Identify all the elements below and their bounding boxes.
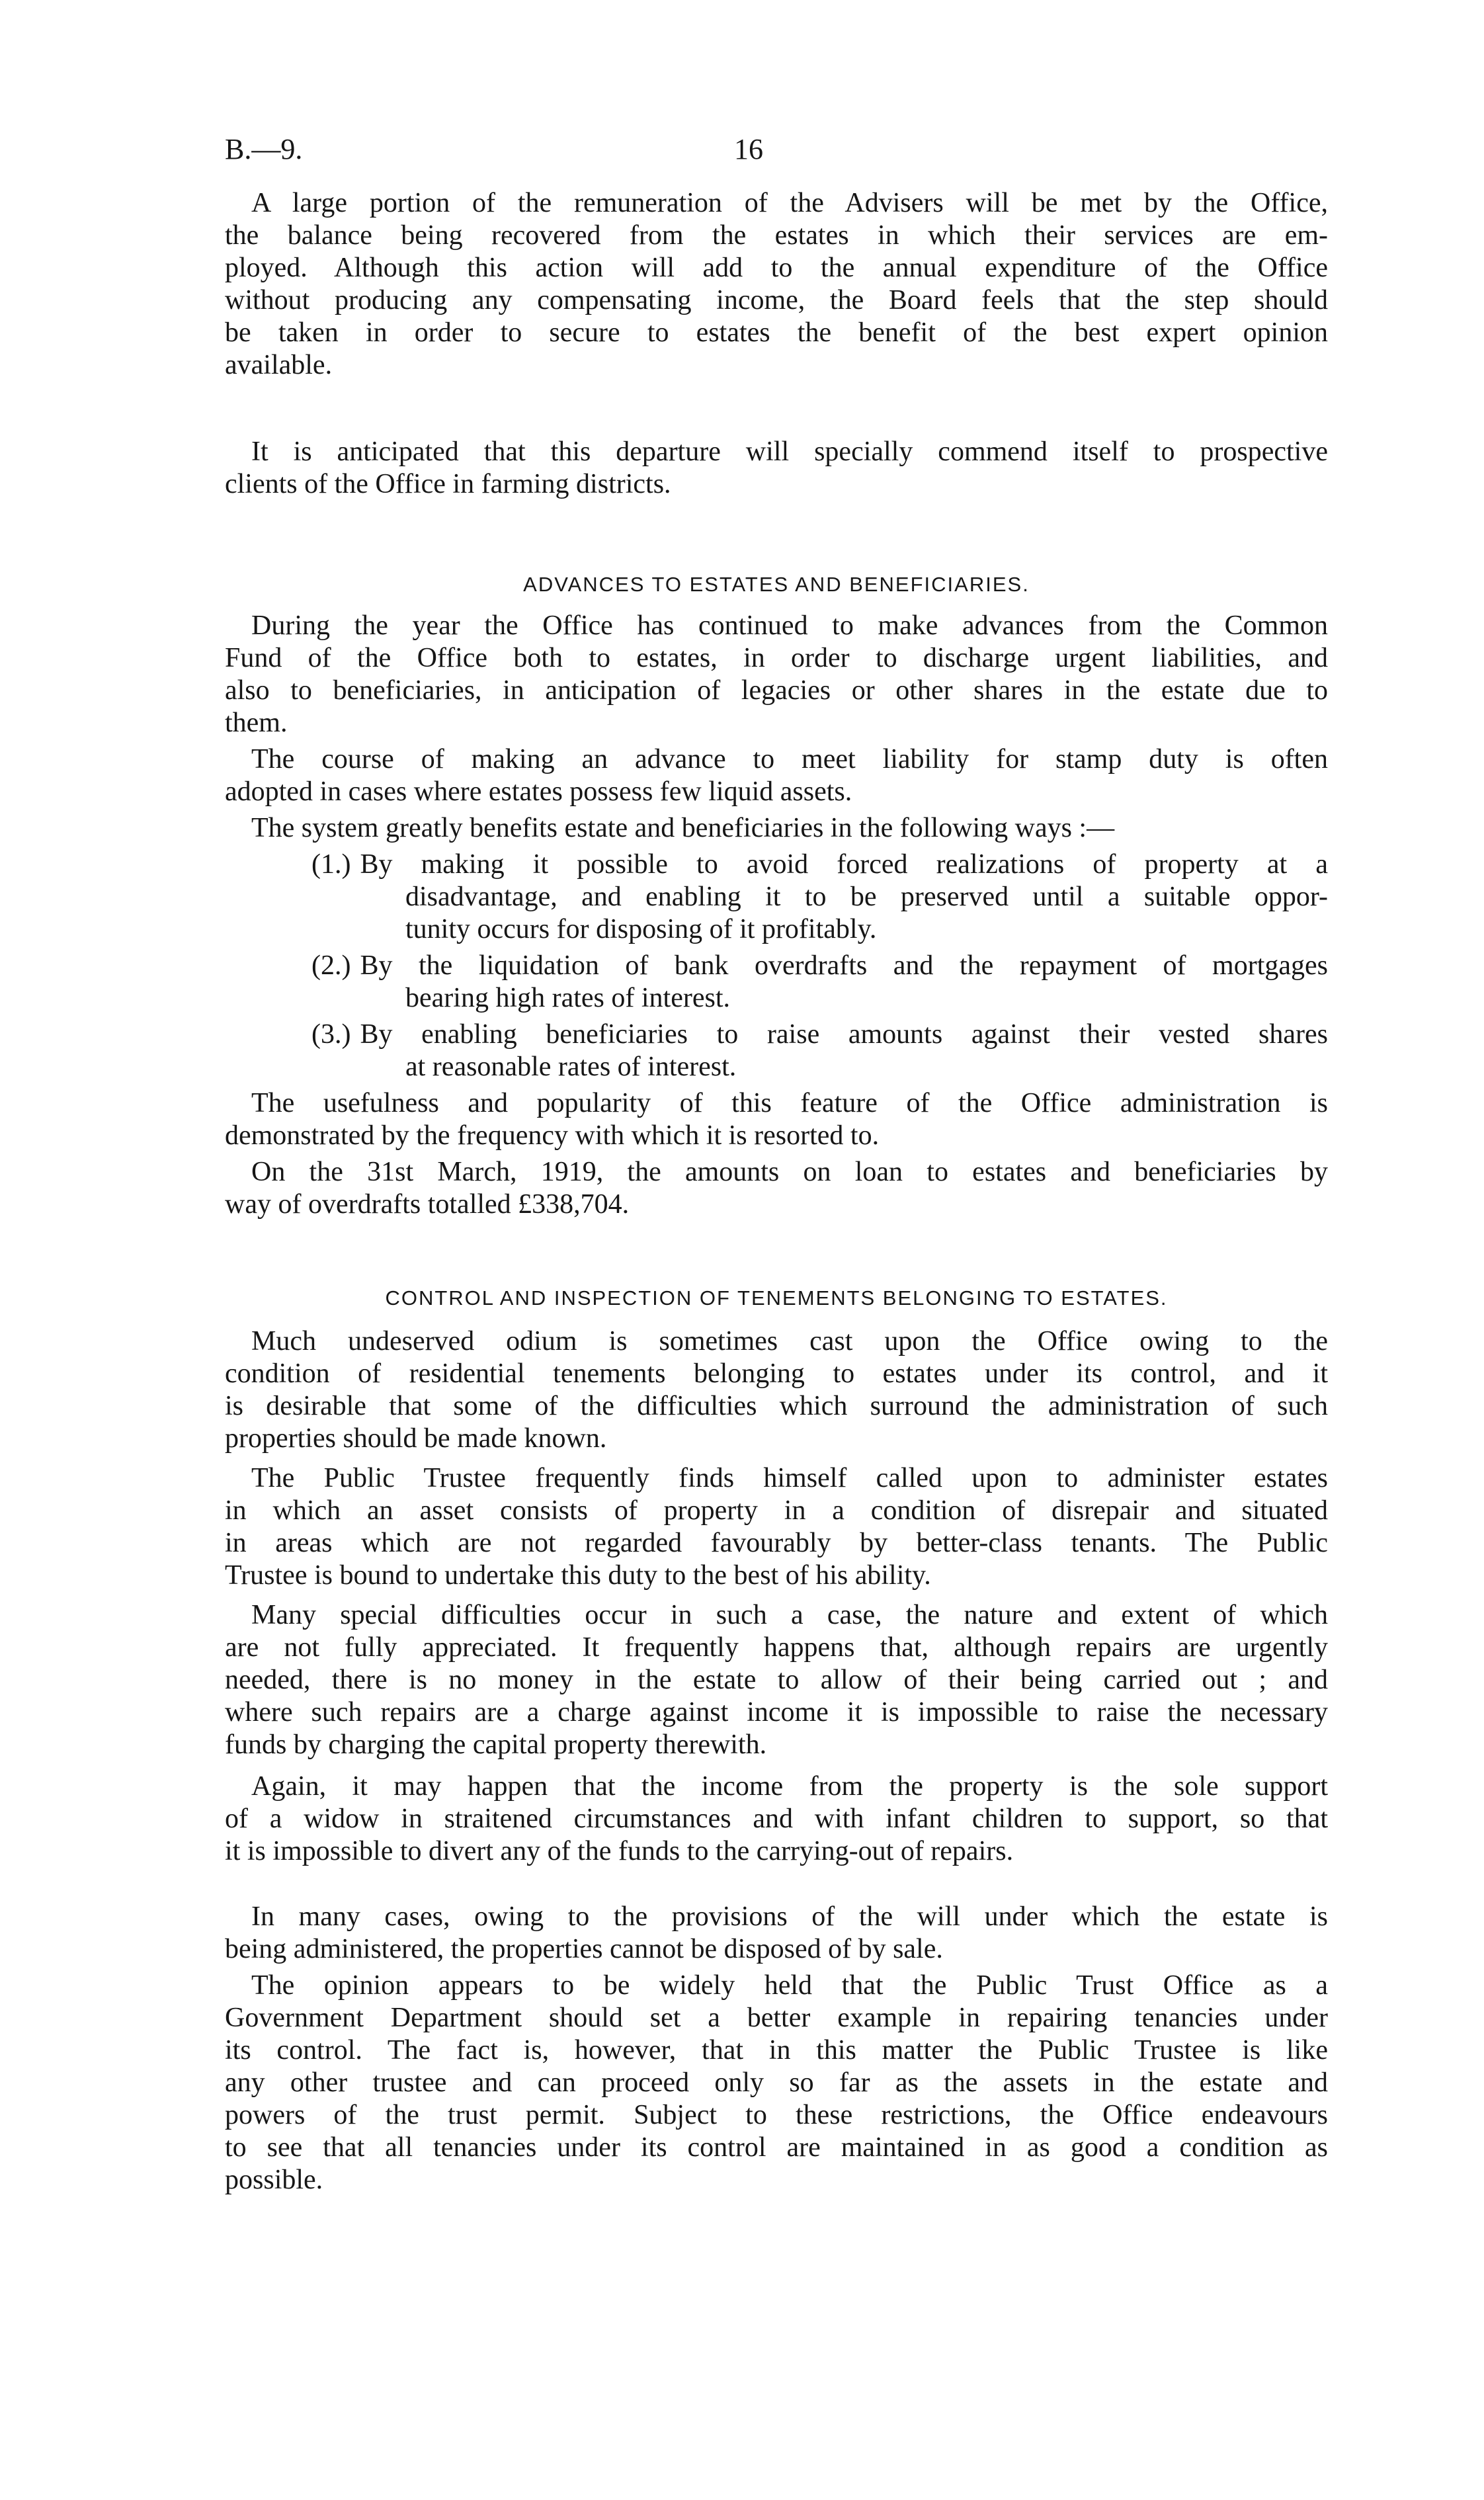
text-line: its control. The fact is, however, that in this matter the Public Trustee is like: [225, 2035, 1328, 2065]
list-number: (3.): [311, 1019, 351, 1050]
text-line: powers of the trust permit. Subject to these restrictions, the Office endeavours: [225, 2100, 1328, 2130]
text-line: In many cases, owing to the provisions of the will under which the estate is: [251, 1901, 1328, 1932]
text-line: adopted in cases where estates possess few liquid assets.: [225, 776, 852, 807]
text-line: [225, 849, 1328, 881]
paragraph: [225, 436, 1328, 501]
paragraph: [225, 1970, 1328, 2196]
paragraph: [225, 1462, 1328, 1592]
text-line: clients of the Office in farming districts.: [225, 469, 671, 499]
text-line: possible.: [225, 2165, 323, 2195]
list-text: By the liquidation of bank overdrafts and the repayment of mortgages: [360, 950, 1328, 981]
text-line: them.: [225, 708, 288, 738]
page-number: 16: [734, 133, 763, 165]
text-line: The usefulness and popularity of this feature of the Office administration is: [251, 1088, 1328, 1118]
paragraph: [225, 1156, 1328, 1221]
text-line: to see that all tenancies under its control are maintained in as good a condition as: [225, 2132, 1328, 2163]
paragraph: [225, 1599, 1328, 1761]
text-line: the balance being recovered from the estates in which their services are em-: [225, 220, 1328, 251]
text-line: On the 31st March, 1919, the amounts on loan to estates and beneficiaries by: [251, 1157, 1328, 1187]
list-number: (2.): [311, 950, 351, 981]
text-line: The Public Trustee frequently finds himself called upon to administer estates: [251, 1463, 1328, 1493]
list-text: By enabling beneficiaries to raise amounts against their vested shares: [360, 1019, 1328, 1050]
paragraph: [225, 1325, 1328, 1455]
text-line: The course of making an advance to meet liability for stamp duty is often: [251, 744, 1328, 774]
text-line: [225, 1019, 1328, 1051]
text-line: of a widow in straitened circumstances and with infant children to support, so that: [225, 1804, 1328, 1834]
text-line: at reasonable rates of interest.: [405, 1052, 737, 1082]
text-line: where such repairs are a charge against income it is impossible to raise the necessary: [225, 1697, 1328, 1728]
paragraph: [225, 610, 1328, 739]
text-line: A large portion of the remuneration of the Advisers will be met by the Office,: [251, 188, 1328, 218]
text-line: The opinion appears to be widely held that the Public Trust Office as a: [251, 1970, 1328, 2001]
paragraph: [225, 1771, 1328, 1868]
text-line: Trustee is bound to undertake this duty to the best of his ability.: [225, 1560, 931, 1591]
section-heading: ADVANCES TO ESTATES AND BENEFICIARIES.: [523, 573, 1030, 596]
list-number: (1.): [311, 849, 351, 880]
section-heading: CONTROL AND INSPECTION OF TENEMENTS BELONGING TO ESTATES.: [385, 1286, 1168, 1310]
text-line: funds by charging the capital property therewith.: [225, 1729, 767, 1760]
list-text: By making it possible to avoid forced realizations of property at a: [360, 849, 1328, 880]
text-line: tunity occurs for disposing of it profitably.: [405, 914, 877, 944]
text-line: any other trustee and can proceed only so far as the assets in the estate and: [225, 2067, 1328, 2098]
text-line: The system greatly benefits estate and beneficiaries in the following ways :—: [251, 813, 1115, 843]
text-line: being administered, the properties cannot be disposed of by sale.: [225, 1934, 943, 1964]
text-line: bearing high rates of interest.: [405, 983, 730, 1013]
text-line: Again, it may happen that the income from the property is the sole support: [251, 1771, 1328, 1802]
document-reference: B.—9.: [225, 133, 303, 165]
text-line: ployed. Although this action will add to the annual expenditure of the Office: [225, 253, 1328, 283]
text-line: be taken in order to secure to estates the benefit of the best expert opinion: [225, 317, 1328, 348]
list-item: [225, 1019, 1328, 1083]
text-line: is desirable that some of the difficulties which surround the administration of such: [225, 1391, 1328, 1421]
text-line: disadvantage, and enabling it to be preserved until a suitable oppor-: [405, 882, 1328, 912]
list-item: [225, 849, 1328, 946]
paragraph: [225, 812, 1328, 845]
text-line: demonstrated by the frequency with which it is resorted to.: [225, 1120, 880, 1151]
text-line: without producing any compensating income, the Board feels that the step should: [225, 285, 1328, 315]
text-line: are not fully appreciated. It frequently happens that, although repairs are urgently: [225, 1632, 1328, 1663]
paragraph: [225, 187, 1328, 382]
text-line: it is impossible to divert any of the funds to the carrying-out of repairs.: [225, 1836, 1014, 1866]
text-line: in which an asset consists of property in a condition of disrepair and situated: [225, 1495, 1328, 1526]
paragraph: [225, 1901, 1328, 1966]
text-line: properties should be made known.: [225, 1423, 607, 1454]
text-line: available.: [225, 350, 333, 380]
text-line: It is anticipated that this departure will specially commend itself to prospective: [251, 437, 1328, 467]
text-line: [225, 950, 1328, 982]
list-item: [225, 950, 1328, 1015]
text-line: condition of residential tenements belonging to estates under its control, and it: [225, 1358, 1328, 1389]
paragraph: [225, 1087, 1328, 1152]
text-line: way of overdrafts totalled £338,704.: [225, 1189, 630, 1220]
text-line: Government Department should set a better example in repairing tenancies under: [225, 2003, 1328, 2033]
text-line: Many special difficulties occur in such a case, the nature and extent of which: [251, 1600, 1328, 1630]
text-line: During the year the Office has continued to make advances from the Common: [251, 610, 1328, 641]
text-line: in areas which are not regarded favourably by better-class tenants. The Public: [225, 1528, 1328, 1558]
text-line: needed, there is no money in the estate to allow of their being carried out ; and: [225, 1665, 1328, 1695]
text-line: Fund of the Office both to estates, in order to discharge urgent liabilities, and: [225, 643, 1328, 673]
text-line: Much undeserved odium is sometimes cast upon the Office owing to the: [251, 1326, 1328, 1356]
paragraph: [225, 743, 1328, 808]
text-line: also to beneficiaries, in anticipation of legacies or other shares in the estate due to: [225, 675, 1328, 706]
